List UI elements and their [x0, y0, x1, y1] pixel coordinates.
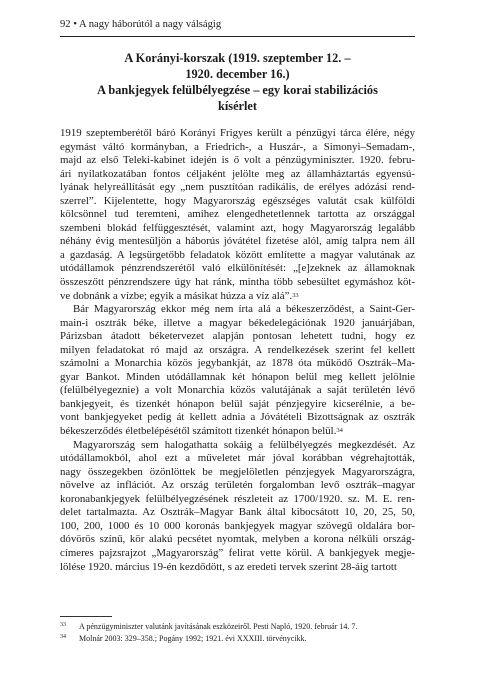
text-line: egymást váltó kormányban, a Friedrich-, a Huszár-, a Simonyi–Semadam-,	[60, 140, 415, 153]
text-line: vont bankjegyeket pedig át kellett adnia a Jóvátételi Bizottságnak az osztrák	[60, 411, 415, 424]
text-line: ári nyilatkozatában fontos céljaként jelölte meg az államháztartás egyensú-	[60, 167, 415, 180]
text-line: lyának helyreállítását egy „nem pusztítóan radikális, de erélyes adózási rend-	[60, 181, 415, 194]
footnotes	[60, 621, 415, 644]
page-number: 92	[60, 19, 71, 30]
footnote-text: A pénzügyminiszter valutánk javításának eszközeiről. Pesti Napló, 1920. február 14. 7.	[79, 622, 358, 631]
text-line: lölése 1920. március 19-én kezdődött, s az eredeti tervek szerint 28-áig tartott	[60, 560, 397, 573]
text-line: (felülbélyegeznie) a volt Monarchia közös valutájának a saját területén lévő	[60, 384, 415, 397]
heading-line: kísérlet	[218, 99, 257, 113]
text-line: bankjegyeit, és tizenkét hónapon belül saját pénzjegyire kicserélnie, a be-	[60, 397, 415, 410]
footnote	[60, 621, 415, 633]
text-line: 1919 szeptemberétől báró Korányi Frigyes került a pénzügyi tárca élére, négy	[60, 127, 415, 139]
text-line: békeszerződés életbelépésétől számított tizenkét hónapon belül.$^{34}$	[60, 425, 343, 438]
text-line: koronabankjegyek felülbélyegzésének részleteit az 1700/1920. sz. M. E. ren-	[60, 492, 415, 505]
text-line: dóvörös színű, kör alakú pecsétet nyomtak, melyben a korona nélküli ország-	[60, 533, 415, 546]
footnote	[60, 633, 415, 645]
text-line: 100, 200, 1000 és 10 000 koronás bankjegyek magyar szövegű oldalára bor-	[60, 519, 415, 532]
text-line: a gazdaság. A legsürgetőbb feladatok között említette a magyar valutának az	[60, 248, 415, 261]
footnote-rule	[60, 616, 112, 617]
footnote-number: 33	[60, 622, 66, 628]
text-line: szerrel”. Kijelentette, hogy Magyarország egészséges valutát csak külföldi	[60, 194, 415, 207]
footnote-number: 34	[60, 633, 66, 640]
text-line: kölcsönnel tud teremteni, amihez elengedhetetlennek tartotta az országgal	[60, 208, 415, 221]
body-text	[60, 127, 415, 574]
text-line: összeszőtt pénzrendszere úgy hat ránk, mintha több sebesültet egymáshoz köt-	[60, 276, 415, 289]
text-line: növelve az inflációt. Az ország területén forgalomban levő osztrák–magyar	[60, 479, 415, 492]
paragraph	[60, 439, 415, 574]
running-header	[60, 18, 221, 31]
text-line: Párizsban átadott béketervezet alapján pontosan lehetett tudni, hogy ez	[60, 330, 415, 343]
chapter-title: A nagy háborútól a nagy válságig	[79, 19, 222, 30]
header-bullet: •	[73, 19, 77, 30]
text-line: nagy összegekben özönlöttek be megjelöletlen pénzjegyek Magyarországra,	[60, 465, 415, 478]
text-line: Magyarország sem halogathatta sokáig a felülbélyegzés megkezdését. Az	[73, 438, 415, 451]
paragraph	[60, 127, 415, 303]
text-line: szembeni blokád felfüggesztését, valamint azt, hogy Magyarország legalább	[60, 221, 415, 234]
section-heading	[60, 50, 415, 114]
text-line: néhány évig mentesüljön a háborús jóvátétel fizetése alól, amíg talpra nem áll	[60, 235, 415, 248]
text-line: main-i osztrák béke, illetve a magyar békedelegációnak 1920 januárjában,	[60, 316, 415, 329]
text-line: milyen feladatokat ró majd az országra. A rendelkezések szerint fel kellett	[60, 343, 415, 356]
footnote-reference: 33	[292, 291, 299, 299]
heading-line: 1920. december 16.)	[185, 67, 290, 81]
paragraph	[60, 303, 415, 438]
text-line: ve dobnánk a vízbe; egyik a másikat húzza a víz alá”.$^{33}$	[60, 289, 299, 302]
text-line: utódállamok pénzrendszerétől való elkülönítését: „[e]zeknek az államoknak	[60, 262, 415, 275]
text-line: Bár Magyarország ekkor még nem írta alá a békeszerződést, a Saint-Ger-	[73, 303, 415, 316]
heading-line: A bankjegyek felülbélyegzése – egy korai stabilizációs	[97, 83, 378, 97]
text-line: delet tartalmazta. Az Osztrák–Magyar Bank által kibocsátott 10, 20, 25, 50,	[60, 506, 415, 519]
header-rule	[60, 36, 415, 37]
text-line: címeres pajzsrajzot „Magyarország” felirat vette körül. A bankjegyek megje-	[60, 546, 415, 559]
heading-line: A Korányi-korszak (1919. szeptember 12. –	[124, 51, 351, 65]
text-line: számolni a Monarchia közös jegybankját, az 1878 óta működő Osztrák–Ma-	[60, 357, 415, 370]
text-line: utódállamokból, ahol ezt a műveletet már jóval korábban végrehajtották,	[60, 452, 415, 465]
footnote-text: Molnár 2003: 329–358.; Pogány 1992; 1921. évi XXXIII. törvénycikk.	[79, 633, 307, 643]
text-line: majd az első Teleki-kabinet idején is ő volt a pénzügyminiszter. 1920. febru-	[60, 154, 415, 167]
text-line: gyar Bankot. Minden utódállamnak két hónapon belül meg kellett jelölnie	[60, 370, 415, 383]
footnote-reference: 34	[336, 427, 343, 435]
